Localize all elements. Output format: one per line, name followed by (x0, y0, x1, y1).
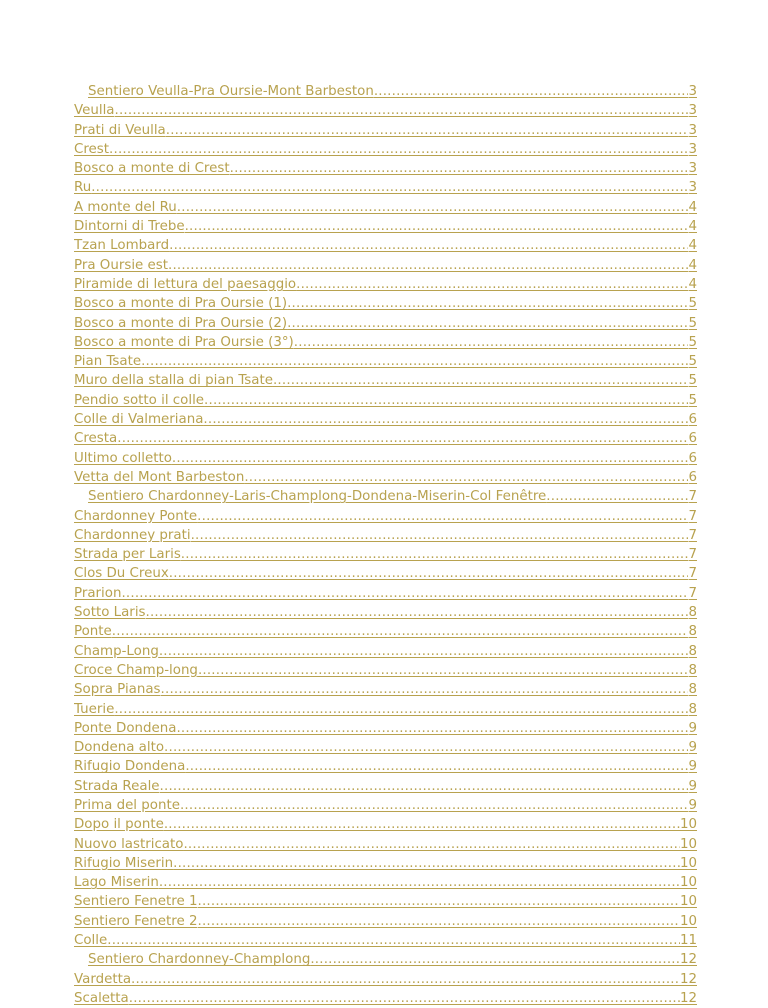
toc-entry-title: Cresta (74, 431, 118, 447)
toc-entry-link[interactable] (74, 391, 697, 410)
toc-entry-title: Dintorni di Trebe (74, 219, 185, 235)
toc-section-link[interactable] (74, 950, 697, 969)
toc-page-number: 8 (688, 624, 697, 640)
toc-entry-link[interactable] (74, 256, 697, 275)
toc-dot-leader (244, 468, 688, 487)
toc-page-number: 9 (688, 759, 697, 775)
toc-entry-link[interactable] (74, 970, 697, 989)
toc-dot-leader (203, 410, 688, 429)
toc-dot-leader (172, 449, 689, 468)
toc-entry-title: Prarion (74, 585, 122, 601)
toc-entry-link[interactable] (74, 314, 697, 333)
toc-dot-leader (109, 140, 688, 159)
toc-section-link[interactable] (74, 82, 697, 101)
toc-dot-leader (121, 584, 688, 603)
toc-page-number: 8 (688, 701, 697, 717)
toc-dot-leader (294, 333, 689, 352)
toc-dot-leader (160, 777, 689, 796)
toc-dot-leader (230, 159, 689, 178)
toc-entry-link[interactable] (74, 449, 697, 468)
toc-page-number: 10 (679, 855, 697, 871)
toc-entry-title: Veulla (74, 103, 115, 119)
toc-dot-leader (197, 507, 688, 526)
toc-dot-leader (374, 82, 689, 101)
toc-entry-title: Chardonney prati (74, 527, 191, 543)
toc-entry-title: Scaletta (74, 990, 129, 1006)
toc-dot-leader (114, 700, 688, 719)
toc-entry-link[interactable] (74, 835, 697, 854)
toc-page-number: 12 (679, 990, 697, 1006)
toc-entry-link[interactable] (74, 352, 697, 371)
toc-entry-link[interactable] (74, 603, 697, 622)
toc-page-number: 5 (688, 296, 697, 312)
toc-entry-link[interactable] (74, 680, 697, 699)
toc-entry-title: Piramide di lettura del paesaggio (74, 276, 297, 292)
toc-dot-leader (131, 970, 680, 989)
toc-dot-leader (296, 275, 688, 294)
toc-entry-link[interactable] (74, 873, 697, 892)
toc-entry-link[interactable] (74, 622, 697, 641)
toc-entry-link[interactable] (74, 140, 697, 159)
toc-entry-link[interactable] (74, 275, 697, 294)
toc-page-number: 8 (688, 643, 697, 659)
toc-page-number: 8 (688, 682, 697, 698)
toc-dot-leader (159, 642, 689, 661)
toc-page-number: 7 (688, 547, 697, 563)
toc-dot-leader (273, 371, 689, 390)
toc-entry-link[interactable] (74, 931, 697, 950)
toc-dot-leader (198, 661, 689, 680)
toc-entry-title: Champ-Long (74, 643, 159, 659)
toc-entry-link[interactable] (74, 912, 697, 931)
toc-dot-leader (287, 294, 688, 313)
toc-page-number: 7 (688, 566, 697, 582)
toc-entry-title: Croce Champ-long (74, 662, 198, 678)
toc-page-number: 9 (688, 778, 697, 794)
toc-entry-link[interactable] (74, 719, 697, 738)
toc-entry-link[interactable] (74, 217, 697, 236)
toc-entry-title: Rifugio Miserin (74, 855, 174, 871)
toc-entry-link[interactable] (74, 178, 697, 197)
toc-entry-link[interactable] (74, 738, 697, 757)
toc-entry-title: Sentiero Fenetre 1 (74, 894, 198, 910)
toc-entry-title: Pendio sotto il colle (74, 392, 205, 408)
toc-entry-title: Ponte (74, 624, 112, 640)
toc-dot-leader (141, 352, 688, 371)
toc-entry-link[interactable] (74, 468, 697, 487)
toc-entry-title: Lago Miserin (74, 875, 159, 891)
toc-page-number: 9 (688, 740, 697, 756)
toc-entry-title: Vardetta (74, 971, 132, 987)
toc-entry-link[interactable] (74, 526, 697, 545)
toc-dot-leader (159, 873, 680, 892)
toc-dot-leader (546, 487, 688, 506)
toc-dot-leader (146, 603, 689, 622)
toc-entry-title: Ponte Dondena (74, 720, 177, 736)
toc-page-number: 4 (688, 199, 697, 215)
toc-dot-leader (198, 912, 680, 931)
toc-entry-title: Sentiero Chardonney-Laris-Champlong-Dondena-Miserin-Col Fenêtre (88, 489, 547, 505)
toc-page-number: 10 (679, 913, 697, 929)
toc-dot-leader (191, 526, 689, 545)
toc-entry-title: Colle (74, 933, 108, 949)
toc-page-number: 10 (679, 836, 697, 852)
toc-page-number: 8 (688, 605, 697, 621)
toc-entry-title: Prati di Veulla (74, 122, 166, 138)
toc-entry-link[interactable] (74, 198, 697, 217)
toc-entry-link[interactable] (74, 159, 697, 178)
toc-dot-leader (173, 854, 680, 873)
toc-page-number: 6 (688, 450, 697, 466)
toc-entry-title: Bosco a monte di Pra Oursie (3°) (74, 334, 294, 350)
toc-entry-link[interactable] (74, 777, 697, 796)
toc-dot-leader (166, 121, 689, 140)
toc-entry-title: Sentiero Chardonney-Champlong (88, 952, 311, 968)
toc-entry-link[interactable] (74, 700, 697, 719)
toc-dot-leader (112, 622, 689, 641)
toc-entry-link[interactable] (74, 815, 697, 834)
toc-page-number: 3 (688, 180, 697, 196)
toc-dot-leader (310, 950, 680, 969)
toc-entry-link[interactable] (74, 584, 697, 603)
toc-entry-title: Strada per Laris (74, 547, 181, 563)
toc-page-number: 11 (679, 933, 697, 949)
toc-page-number: 5 (688, 392, 697, 408)
toc-page-number: 3 (688, 122, 697, 138)
toc-dot-leader (177, 198, 689, 217)
toc-dot-leader (117, 429, 688, 448)
toc-entry-link[interactable] (74, 333, 697, 352)
toc-page-number: 7 (688, 489, 697, 505)
toc-entry-title: Sopra Pianas (74, 682, 161, 698)
toc-entry-link[interactable] (74, 236, 697, 255)
toc-entry-title: Nuovo lastricato (74, 836, 184, 852)
toc-dot-leader (107, 931, 680, 950)
toc-entry-title: Colle di Valmeriana (74, 412, 204, 428)
toc-page-number: 3 (688, 161, 697, 177)
toc-entry-title: Dopo il ponte (74, 817, 164, 833)
toc-entry-link[interactable] (74, 757, 697, 776)
toc-entry-title: Tuerie (74, 701, 115, 717)
toc-entry-title: Clos Du Creux (74, 566, 169, 582)
toc-page-number: 7 (688, 585, 697, 601)
toc-page-number: 6 (688, 431, 697, 447)
toc-dot-leader (169, 564, 689, 583)
toc-entry-title: Bosco a monte di Crest (74, 161, 230, 177)
toc-page-number: 10 (679, 817, 697, 833)
toc-page-number: 3 (688, 84, 697, 99)
toc-entry-title: Vetta del Mont Barbeston (74, 469, 245, 485)
toc-entry-link[interactable] (74, 429, 697, 448)
toc-section-link[interactable] (74, 487, 697, 506)
toc-dot-leader (169, 236, 688, 255)
toc-page-number: 4 (688, 276, 697, 292)
toc-entry-title: A monte del Ru (74, 199, 177, 215)
toc-dot-leader (176, 719, 688, 738)
toc-entry-link[interactable] (74, 892, 697, 911)
toc-page-number: 10 (679, 875, 697, 891)
toc-dot-leader (161, 680, 689, 699)
toc-dot-leader (183, 835, 679, 854)
toc-page-number: 10 (679, 894, 697, 910)
toc-dot-leader (198, 892, 680, 911)
toc-entry-title: Bosco a monte di Pra Oursie (2) (74, 315, 288, 331)
toc-entry-link[interactable] (74, 564, 697, 583)
toc-entry-title: Sentiero Veulla-Pra Oursie-Mont Barbeston (88, 84, 374, 99)
toc-entry-title: Chardonney Ponte (74, 508, 198, 524)
toc-entry-title: Bosco a monte di Pra Oursie (1) (74, 296, 288, 312)
toc-page-number: 6 (688, 469, 697, 485)
toc-entry-title: Sotto Laris (74, 605, 146, 621)
toc-page-number: 9 (688, 720, 697, 736)
toc-dot-leader (185, 217, 689, 236)
toc-entry-title: Sentiero Fenetre 2 (74, 913, 198, 929)
toc-entry-title: Pian Tsate (74, 354, 142, 370)
toc-dot-leader (185, 757, 688, 776)
toc-page-number: 9 (688, 797, 697, 813)
toc-entry-title: Crest (74, 141, 110, 157)
toc-entry-title: Muro della stalla di pian Tsate (74, 373, 273, 389)
toc-dot-leader (129, 989, 680, 1008)
toc-page-number: 4 (688, 219, 697, 235)
toc-entry-link[interactable] (74, 545, 697, 564)
toc-entry-link[interactable] (74, 121, 697, 140)
toc-entry-link[interactable] (74, 989, 697, 1008)
toc-entry-link[interactable] (74, 642, 697, 661)
toc-entry-title: Strada Reale (74, 778, 160, 794)
toc-entry-link[interactable] (74, 101, 697, 120)
toc-dot-leader (287, 314, 688, 333)
toc-entry-title: Prima del ponte (74, 797, 180, 813)
toc-page-number: 5 (688, 354, 697, 370)
toc-entry-title: Tzan Lombard (74, 238, 170, 254)
toc-dot-leader (115, 101, 689, 120)
toc-entry-link[interactable] (74, 410, 697, 429)
toc-dot-leader (168, 256, 688, 275)
toc-entry-title: Dondena alto (74, 740, 165, 756)
toc-page-number: 3 (688, 141, 697, 157)
toc-page-number: 12 (679, 971, 697, 987)
toc-entry-link[interactable] (74, 661, 697, 680)
toc-page-number: 5 (688, 334, 697, 350)
toc-page-number: 7 (688, 508, 697, 524)
toc-entry-link[interactable] (74, 796, 697, 815)
toc-entry-title: Ru (74, 180, 92, 196)
toc-page-number: 6 (688, 412, 697, 428)
toc-entry-title: Rifugio Dondena (74, 759, 186, 775)
toc-page-number: 12 (679, 952, 697, 968)
toc-entry-link[interactable] (74, 294, 697, 313)
toc-page-number: 4 (688, 257, 697, 273)
toc-page-number: 5 (688, 315, 697, 331)
toc-entry-link[interactable] (74, 507, 697, 526)
table-of-contents (74, 82, 697, 1008)
toc-dot-leader (91, 178, 688, 197)
toc-entry-link[interactable] (74, 371, 697, 390)
toc-dot-leader (204, 391, 688, 410)
toc-entry-title: Ultimo colletto (74, 450, 172, 466)
toc-entry-link[interactable] (74, 854, 697, 873)
toc-page-number: 5 (688, 373, 697, 389)
toc-page-number: 7 (688, 527, 697, 543)
toc-page-number: 3 (688, 103, 697, 119)
toc-dot-leader (181, 545, 689, 564)
toc-entry-title: Pra Oursie est (74, 257, 168, 273)
toc-page-number: 4 (688, 238, 697, 254)
toc-dot-leader (180, 796, 689, 815)
toc-dot-leader (164, 815, 680, 834)
toc-dot-leader (164, 738, 688, 757)
toc-page-number: 8 (688, 662, 697, 678)
